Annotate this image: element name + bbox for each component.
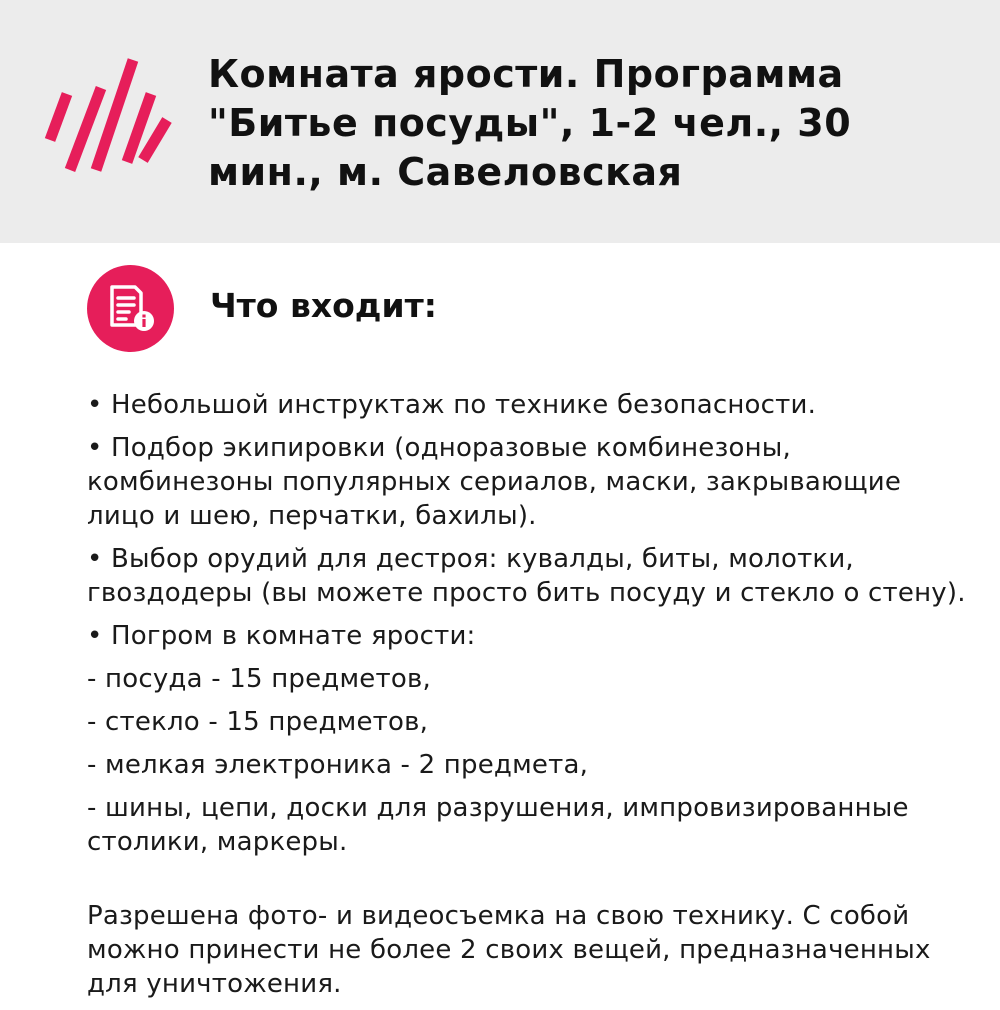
list-item: - мелкая электроника - 2 предмета, [87,750,589,780]
page-title: Комната ярости. Программа "Битье посуды", 1-2 чел., 30 мин., м. Савеловская [208,52,852,194]
document-info-icon [87,265,174,352]
included-list [87,388,977,1010]
slash-stripes-logo-icon [40,52,175,177]
list-item: • Погром в комнате ярости: [87,621,476,651]
list-item: - стекло - 15 предметов, [87,707,429,737]
header-banner [0,0,1000,243]
list-item: • Подбор экипировки (одноразовые комбинезоны, комбинезоны популярных сериалов, маски, закрывающие лицо и шею, перчатки, бахилы). [87,433,902,531]
note-text: Разрешена фото- и видеосъемка на свою технику. С собой можно принести не более 2 своих вещей, предназначенных для уничтожения. [87,901,931,999]
list-item: - шины, цепи, доски для разрушения, импровизированные столики, маркеры. [87,793,909,857]
list-item: • Выбор орудий для дестроя: кувалды, биты, молотки, гвоздодеры (вы можете просто бить посуду и стекло о стену). [87,544,966,608]
list-item: - посуда - 15 предметов, [87,664,431,694]
list-item: • Небольшой инструктаж по технике безопасности. [87,390,817,420]
section-heading: Что входит: [210,286,437,325]
